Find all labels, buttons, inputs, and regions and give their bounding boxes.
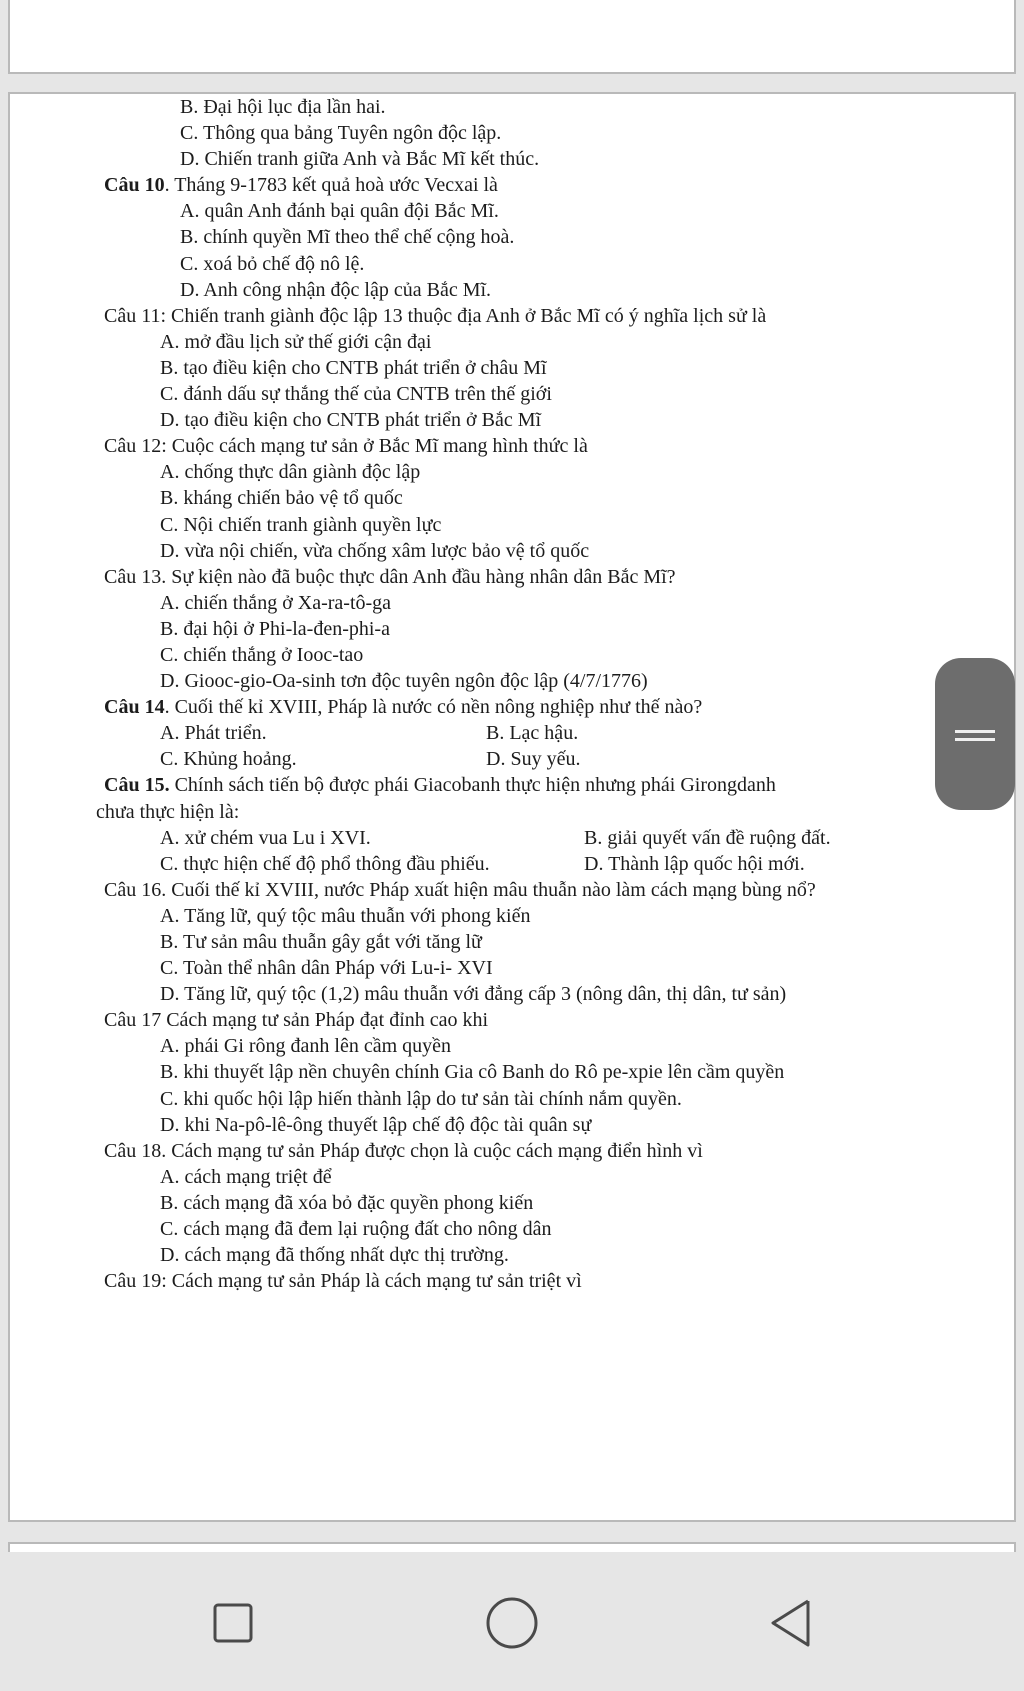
question-number: Câu 14 bbox=[104, 696, 165, 719]
navigation-bar bbox=[0, 1552, 1024, 1691]
line-text: A. cách mạng triệt để bbox=[160, 1165, 332, 1188]
answer-option-right: B. giải quyết vấn đề ruộng đất. bbox=[584, 826, 831, 849]
line-text: Câu 12: Cuộc cách mạng tư sản ở Bắc Mĩ mang hình thức là bbox=[104, 435, 588, 458]
answer-line bbox=[96, 1086, 976, 1112]
answer-line bbox=[96, 381, 976, 407]
line-text: C. Nội chiến tranh giành quyền lực bbox=[160, 513, 442, 536]
line-text: A. xử chém vua Lu i XVI. bbox=[160, 826, 371, 849]
line-text: Câu 16. Cuối thế kỉ XVIII, nước Pháp xuất hiện mâu thuẫn nào làm cách mạng bùng nổ? bbox=[104, 878, 816, 901]
question-line bbox=[96, 772, 976, 798]
line-text: B. tạo điều kiện cho CNTB phát triển ở châu Mĩ bbox=[160, 356, 547, 379]
answer-line bbox=[96, 251, 976, 277]
question-line bbox=[96, 172, 976, 198]
line-text: A. quân Anh đánh bại quân đội Bắc Mĩ. bbox=[180, 200, 499, 223]
question-line bbox=[96, 1268, 976, 1294]
line-text: B. Đại hội lục địa lần hai. bbox=[180, 96, 386, 118]
answer-option-right: D. Thành lập quốc hội mới. bbox=[584, 852, 805, 875]
line-text: Câu 19: Cách mạng tư sản Pháp là cách mạng tư sản triệt vì bbox=[104, 1270, 582, 1293]
answer-line bbox=[96, 329, 976, 355]
question-line bbox=[96, 694, 976, 720]
answer-line bbox=[96, 459, 976, 485]
line-text: C. thực hiện chế độ phổ thông đầu phiếu. bbox=[160, 852, 490, 875]
answer-line bbox=[96, 746, 976, 772]
answer-line bbox=[96, 277, 976, 303]
line-text: C. khi quốc hội lập hiến thành lập do tư sản tài chính nắm quyền. bbox=[160, 1087, 682, 1110]
line-text: D. Anh công nhận độc lập của Bắc Mĩ. bbox=[180, 278, 492, 301]
line-text: A. Tăng lữ, quý tộc mâu thuẫn với phong kiến bbox=[160, 904, 531, 927]
answer-line bbox=[96, 355, 976, 381]
grip-line-icon bbox=[955, 730, 995, 733]
line-text: A. chiến thắng ở Xa-ra-tô-ga bbox=[160, 591, 392, 614]
answer-line bbox=[96, 538, 976, 564]
line-text: B. chính quyền Mĩ theo thể chế cộng hoà. bbox=[180, 226, 515, 249]
line-text: A. chống thực dân giành độc lập bbox=[160, 461, 421, 484]
line-text: Câu 17 Cách mạng tư sản Pháp đạt đỉnh cao khi bbox=[104, 1009, 489, 1032]
grip-line-icon bbox=[955, 738, 995, 741]
line-text: D. khi Na-pô-lê-ông thuyết lập chế độ độc tài quân sự bbox=[160, 1113, 592, 1136]
answer-line bbox=[96, 1059, 976, 1085]
fast-scroll-handle[interactable] bbox=[935, 658, 1015, 810]
line-text: C. Toàn thể nhân dân Pháp với Lu-i- XVI bbox=[160, 957, 493, 980]
line-text: B. kháng chiến bảo vệ tổ quốc bbox=[160, 487, 403, 510]
line-text: C. Khủng hoảng. bbox=[160, 748, 297, 771]
question-line bbox=[96, 1138, 976, 1164]
line-text: Câu 11: Chiến tranh giành độc lập 13 thuộc địa Anh ở Bắc Mĩ có ý nghĩa lịch sử là bbox=[104, 304, 767, 327]
line-text: D. Chiến tranh giữa Anh và Bắc Mĩ kết thúc. bbox=[180, 148, 540, 171]
answer-line bbox=[96, 1190, 976, 1216]
answer-line bbox=[96, 198, 976, 224]
line-text: D. vừa nội chiến, vừa chống xâm lược bảo vệ tổ quốc bbox=[160, 539, 590, 562]
answer-line bbox=[96, 512, 976, 538]
answer-line bbox=[96, 668, 976, 694]
answer-option-right: B. Lạc hậu. bbox=[486, 722, 579, 745]
previous-page bbox=[8, 0, 1016, 74]
home-icon[interactable] bbox=[477, 1588, 547, 1658]
answer-line bbox=[96, 1242, 976, 1268]
answer-line bbox=[96, 825, 976, 851]
answer-line bbox=[96, 407, 976, 433]
page-content bbox=[96, 94, 976, 1294]
line-text: Câu 13. Sự kiện nào đã buộc thực dân Anh đầu hàng nhân dân Bắc Mĩ? bbox=[104, 565, 676, 588]
line-text: Câu 18. Cách mạng tư sản Pháp được chọn là cuộc cách mạng điển hình vì bbox=[104, 1139, 703, 1162]
back-icon[interactable] bbox=[756, 1588, 826, 1658]
answer-line bbox=[96, 1112, 976, 1138]
line-text: C. đánh dấu sự thắng thế của CNTB trên thế giới bbox=[160, 383, 552, 406]
line-text: A. Phát triển. bbox=[160, 722, 267, 745]
line-text: B. đại hội ở Phi-la-đen-phi-a bbox=[160, 617, 390, 640]
answer-line bbox=[96, 955, 976, 981]
line-text: D. Tăng lữ, quý tộc (1,2) mâu thuẫn với đẳng cấp 3 (nông dân, thị dân, tư sản) bbox=[160, 983, 787, 1006]
line-text: . Tháng 9-1783 kết quả hoà ước Vecxai là bbox=[164, 174, 498, 197]
question-line bbox=[96, 1007, 976, 1033]
recent-apps-icon[interactable] bbox=[198, 1588, 268, 1658]
line-text: chưa thực hiện là: bbox=[96, 800, 240, 823]
line-text: C. cách mạng đã đem lại ruộng đất cho nông dân bbox=[160, 1218, 552, 1241]
question-number: Câu 15. bbox=[104, 774, 170, 797]
answer-line bbox=[96, 981, 976, 1007]
answer-line bbox=[96, 616, 976, 642]
answer-line bbox=[96, 1033, 976, 1059]
answer-line bbox=[96, 720, 976, 746]
question-line bbox=[96, 564, 976, 590]
question-line bbox=[96, 877, 976, 903]
question-line bbox=[96, 433, 976, 459]
line-text: . Cuối thế kỉ XVIII, Pháp là nước có nền nông nghiệp như thế nào? bbox=[164, 696, 703, 719]
answer-line bbox=[96, 485, 976, 511]
line-text: A. phái Gi rông đanh lên cầm quyền bbox=[160, 1035, 452, 1058]
line-text: C. Thông qua bảng Tuyên ngôn độc lập. bbox=[180, 122, 502, 145]
line-text: D. Giooc-gio-Oa-sinh tơn độc tuyên ngôn độc lập (4/7/1776) bbox=[160, 670, 648, 693]
line-text: B. cách mạng đã xóa bỏ đặc quyền phong kiến bbox=[160, 1191, 534, 1214]
line-text: C. chiến thắng ở Iooc-tao bbox=[160, 643, 364, 666]
line-text: B. khi thuyết lập nền chuyên chính Gia cô Banh do Rô pe-xpie lên cầm quyền bbox=[160, 1061, 785, 1084]
answer-line bbox=[96, 94, 976, 120]
line-text: A. mở đầu lịch sử thế giới cận đại bbox=[160, 330, 432, 353]
answer-line bbox=[96, 903, 976, 929]
line-text: D. tạo điều kiện cho CNTB phát triển ở Bắc Mĩ bbox=[160, 409, 542, 432]
answer-option-right: D. Suy yếu. bbox=[486, 748, 581, 771]
line-text: C. xoá bỏ chế độ nô lệ. bbox=[180, 252, 365, 275]
line-text: B. Tư sản mâu thuẫn gây gắt với tăng lữ bbox=[160, 931, 482, 953]
answer-line bbox=[96, 120, 976, 146]
answer-line bbox=[96, 929, 976, 955]
line-text: D. cách mạng đã thống nhất dực thị trường. bbox=[160, 1244, 509, 1267]
answer-line bbox=[96, 224, 976, 250]
line-text: Chính sách tiến bộ được phái Giacobanh thực hiện nhưng phái Girongdanh bbox=[169, 774, 776, 797]
answer-line bbox=[96, 642, 976, 668]
answer-line bbox=[96, 590, 976, 616]
question-line bbox=[96, 303, 976, 329]
answer-line bbox=[96, 146, 976, 172]
question-number: Câu 10 bbox=[104, 174, 165, 197]
answer-line bbox=[96, 1164, 976, 1190]
answer-line bbox=[96, 799, 976, 825]
answer-line bbox=[96, 1216, 976, 1242]
answer-line bbox=[96, 851, 976, 877]
